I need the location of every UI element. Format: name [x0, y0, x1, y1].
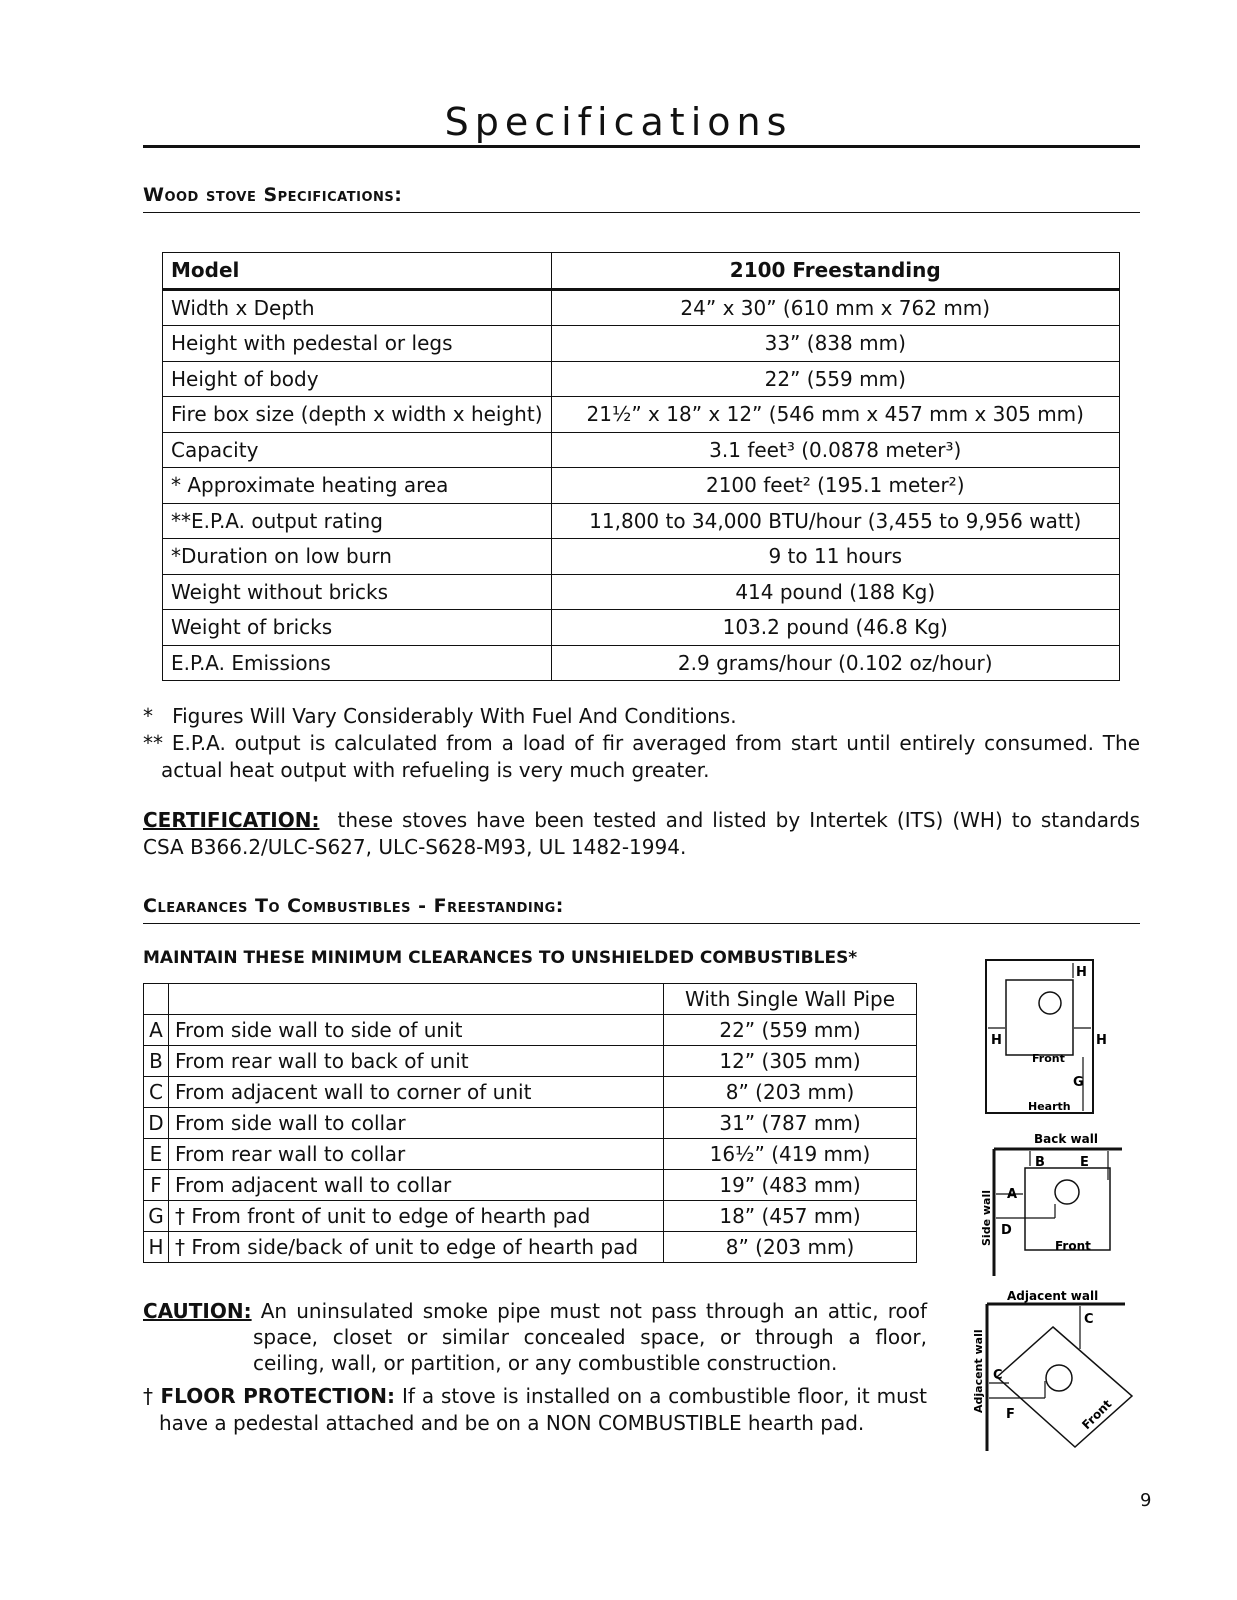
- table-row: [144, 1046, 917, 1077]
- clearance-desc: From adjacent wall to corner of unit: [169, 1077, 664, 1108]
- table-row: [163, 326, 1120, 362]
- caution-paragraph: [143, 1298, 927, 1376]
- label-c-top: C: [1084, 1312, 1094, 1327]
- label-e: E: [1080, 1155, 1089, 1170]
- label-h-top: H: [1076, 965, 1087, 980]
- clearance-value: 8” (203 mm): [664, 1232, 917, 1263]
- spec-value: 22” (559 mm): [551, 361, 1120, 397]
- caution-text: An uninsulated smoke pipe must not pass through an attic, roof space, closet or similar concealed space, or through a floor, ceiling, wall, or partition, or any combustible construction.: [253, 1299, 927, 1375]
- spec-value: 11,800 to 34,000 BTU/hour (3,455 to 9,956 watt): [551, 503, 1120, 539]
- spec-value: 2100 feet² (195.1 meter²): [551, 468, 1120, 504]
- label-side-wall: Side wall: [980, 1190, 993, 1246]
- spec-value: 24” x 30” (610 mm x 762 mm): [551, 289, 1120, 326]
- spec-label: Height with pedestal or legs: [163, 326, 552, 362]
- table-row: [163, 539, 1120, 575]
- table-row: [163, 397, 1120, 433]
- spec-label: * Approximate heating area: [163, 468, 552, 504]
- side-back-wall-diagram: [975, 1128, 1125, 1278]
- table-row: [163, 610, 1120, 646]
- floor-protection-label: FLOOR PROTECTION:: [160, 1384, 396, 1408]
- spec-label: Height of body: [163, 361, 552, 397]
- clearance-desc: From side wall to side of unit: [169, 1015, 664, 1046]
- hearth-clearance-diagram: [980, 955, 1120, 1120]
- label-f: F: [1006, 1407, 1015, 1422]
- spec-label: Capacity: [163, 432, 552, 468]
- spec-label: Weight of bricks: [163, 610, 552, 646]
- clearance-header-row: [144, 984, 917, 1015]
- spec-label: Fire box size (depth x width x height): [163, 397, 552, 433]
- label-c-side: C: [993, 1368, 1003, 1383]
- label-h-left: H: [991, 1033, 1002, 1048]
- clearance-letter: C: [144, 1077, 169, 1108]
- spec-label: **E.P.A. output rating: [163, 503, 552, 539]
- clearance-desc: † From front of unit to edge of hearth pad: [169, 1201, 664, 1232]
- table-row: [144, 1201, 917, 1232]
- spec-value: 33” (838 mm): [551, 326, 1120, 362]
- stove-outline: [1006, 980, 1073, 1055]
- collar-circle: [1055, 1180, 1079, 1204]
- label-front: Front: [1032, 1052, 1065, 1065]
- clearance-letter: E: [144, 1139, 169, 1170]
- table-row: [144, 1015, 917, 1046]
- stove-outline: [997, 1327, 1132, 1447]
- footnote-1: * Figures Will Vary Considerably With Fuel And Conditions.: [143, 704, 737, 728]
- table-row: [163, 468, 1120, 504]
- table-row: [163, 361, 1120, 397]
- spec-value: 2.9 grams/hour (0.102 oz/hour): [551, 645, 1120, 681]
- spec-value: 103.2 pound (46.8 Kg): [551, 610, 1120, 646]
- certification-label: CERTIFICATION:: [143, 808, 320, 832]
- title-rule: [143, 145, 1140, 148]
- clearance-desc: From adjacent wall to collar: [169, 1170, 664, 1201]
- table-row: [144, 1139, 917, 1170]
- clearance-value: 18” (457 mm): [664, 1201, 917, 1232]
- spec-label: *Duration on low burn: [163, 539, 552, 575]
- label-b: B: [1035, 1155, 1045, 1170]
- corner-install-diagram: [965, 1285, 1135, 1455]
- label-g: G: [1073, 1075, 1084, 1090]
- clearance-value: 8” (203 mm): [664, 1077, 917, 1108]
- clearance-letter: A: [144, 1015, 169, 1046]
- spec-value: 9 to 11 hours: [551, 539, 1120, 575]
- section-rule: [143, 923, 1140, 924]
- certification-text: these stoves have been tested and listed by Intertek (ITS) (WH) to standards CSA B366.2/ULC-S627, ULC-S628-M93, UL 1482-1994.: [143, 808, 1140, 859]
- hearth-outline: [986, 960, 1093, 1113]
- clearance-value: 31” (787 mm): [664, 1108, 917, 1139]
- clearance-letter: B: [144, 1046, 169, 1077]
- label-front: Front: [1079, 1396, 1115, 1433]
- spec-header-value: 2100 Freestanding: [551, 253, 1120, 290]
- clearance-table: [143, 983, 917, 1263]
- spec-label: Weight without bricks: [163, 574, 552, 610]
- certification-paragraph: [143, 807, 1140, 861]
- floor-protection-paragraph: [143, 1383, 927, 1437]
- clearance-letter: G: [144, 1201, 169, 1232]
- spec-table-header: [163, 253, 1120, 290]
- collar-circle: [1046, 1365, 1072, 1391]
- label-front: Front: [1055, 1239, 1091, 1253]
- clearance-desc: From rear wall to back of unit: [169, 1046, 664, 1077]
- clearance-letter: D: [144, 1108, 169, 1139]
- clearance-desc: From rear wall to collar: [169, 1139, 664, 1170]
- table-row: [144, 1077, 917, 1108]
- spec-table: [162, 252, 1120, 681]
- clearance-letter: H: [144, 1232, 169, 1263]
- spec-label: E.P.A. Emissions: [163, 645, 552, 681]
- label-a: A: [1007, 1187, 1018, 1202]
- table-row: [163, 574, 1120, 610]
- table-row: [163, 289, 1120, 326]
- collar-circle: [1039, 992, 1061, 1014]
- table-row: [144, 1232, 917, 1263]
- floor-protection-text: If a stove is installed on a combustible floor, it must have a pedestal attached and be on a NON COMBUSTIBLE hearth pad.: [159, 1384, 928, 1435]
- footnote-2: ** E.P.A. output is calculated from a load of fir averaged from start until entirely consumed. The actual heat output with refueling is very much greater.: [143, 731, 1140, 782]
- section-heading-specifications: Wood stove Specifications:: [143, 184, 403, 206]
- page-number: 9: [1140, 1490, 1152, 1511]
- label-d: D: [1001, 1223, 1012, 1238]
- clearance-letter: F: [144, 1170, 169, 1201]
- spec-label: Width x Depth: [163, 289, 552, 326]
- dagger-mark: †: [143, 1384, 154, 1408]
- maintain-heading: MAINTAIN THESE MINIMUM CLEARANCES TO UNSHIELDED COMBUSTIBLES*: [143, 948, 858, 968]
- caution-label: CAUTION:: [143, 1299, 252, 1323]
- table-row: [163, 503, 1120, 539]
- label-hearth: Hearth: [1028, 1100, 1071, 1113]
- spec-value: 3.1 feet³ (0.0878 meter³): [551, 432, 1120, 468]
- section-heading-clearances: Clearances To Combustibles - Freestanding:: [143, 895, 564, 917]
- table-row: [144, 1170, 917, 1201]
- spec-value: 21½” x 18” x 12” (546 mm x 457 mm x 305 mm): [551, 397, 1120, 433]
- clearance-value: 16½” (419 mm): [664, 1139, 917, 1170]
- label-adjacent-wall-top: Adjacent wall: [1007, 1289, 1099, 1303]
- spec-value: 414 pound (188 Kg): [551, 574, 1120, 610]
- table-row: [144, 1108, 917, 1139]
- label-back-wall: Back wall: [1034, 1132, 1098, 1146]
- clearance-header-value: With Single Wall Pipe: [664, 984, 917, 1015]
- table-row: [163, 645, 1120, 681]
- page-title: Specifications: [444, 100, 793, 144]
- table-row: [163, 432, 1120, 468]
- clearance-desc: † From side/back of unit to edge of hearth pad: [169, 1232, 664, 1263]
- spec-header-model: Model: [163, 253, 552, 290]
- clearance-value: 12” (305 mm): [664, 1046, 917, 1077]
- label-adjacent-wall-side: Adjacent wall: [972, 1329, 985, 1413]
- clearance-value: 19” (483 mm): [664, 1170, 917, 1201]
- clearance-value: 22” (559 mm): [664, 1015, 917, 1046]
- section-rule: [143, 212, 1140, 213]
- clearance-desc: From side wall to collar: [169, 1108, 664, 1139]
- label-h-right: H: [1096, 1033, 1107, 1048]
